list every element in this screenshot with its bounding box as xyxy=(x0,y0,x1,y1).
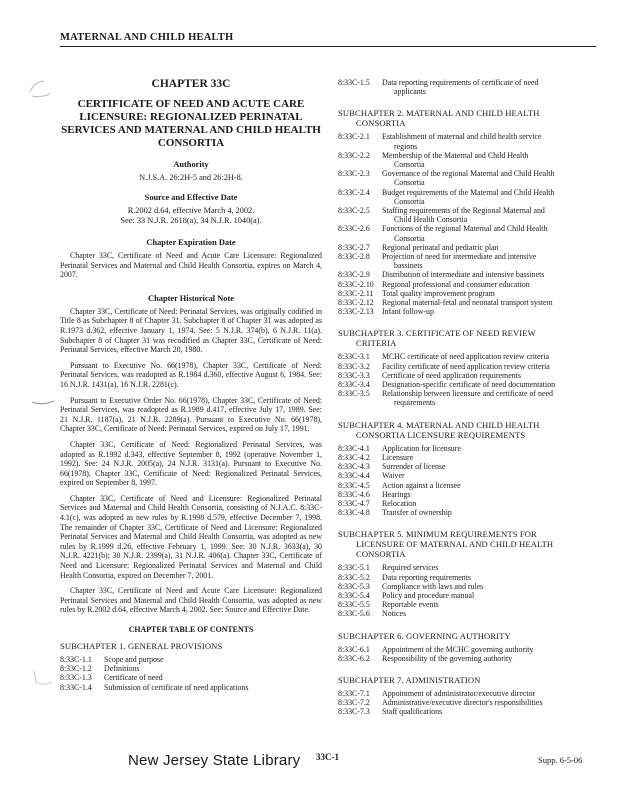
toc-item-line-1: Designation-specific certificate of need documentation xyxy=(382,380,556,390)
toc-item-line-1: Appointment of administrator/executive director xyxy=(382,688,536,698)
subchapter-2-list xyxy=(338,132,596,316)
history-paragraph: Pursuant to Executive No. 66(1978), Chapter 33C, Certificate of Need: Perinatal Services, was readopted as R.1984 d.360, effective August 6, 1984. See: 16 N.J.R. 1431(a), 16 N.J.R. 2281(c). xyxy=(60,360,322,389)
toc-item[interactable] xyxy=(338,573,596,582)
toc-item-line-1: Data reporting requirements of certificate of need xyxy=(382,78,539,87)
toc-item-line-1: Relationship between licensure and certificate of need xyxy=(382,389,553,399)
toc-item-number: 8:33C-4.2 xyxy=(338,452,370,462)
toc-item-line-2: requirements xyxy=(394,398,436,408)
toc-item[interactable] xyxy=(338,188,596,206)
toc-item[interactable] xyxy=(338,499,596,508)
subchapter-5-list xyxy=(338,563,596,618)
toc-item-line-1: Notices xyxy=(382,609,407,619)
subchapter-7-list xyxy=(338,689,596,717)
toc-item-title xyxy=(382,270,596,279)
toc-item[interactable] xyxy=(338,371,596,380)
toc-item[interactable] xyxy=(338,132,596,150)
toc-item-number: 8:33C-3.5 xyxy=(338,389,370,399)
toc-item-line-1: Administrative/executive director's responsibilities xyxy=(382,698,543,708)
toc-item-number: 8:33C-2.6 xyxy=(338,224,370,234)
toc-item-number: 8:33C-4.6 xyxy=(338,489,370,499)
toc-item-line-2: Child Health Consortia xyxy=(394,215,468,225)
right-column xyxy=(338,78,596,717)
toc-item-line-1: Application for licensure xyxy=(382,443,461,453)
toc-item[interactable] xyxy=(338,591,596,600)
toc-item[interactable] xyxy=(338,289,596,298)
history-paragraph: Chapter 33C, Certificate of Need: Perinatal Services, was originally codified in Title 8 as Subchapter 8 of Chapter 31. Subchapter 8 of Chapter 31 was adopted as R.1973 d.362, effective January 1, 1974. See: 5 N.J.R. 374(b), 6 N.J.R. 11(a). Subchapter 8 of Chapter 31 was recodified as Chapter 33C, Certificate of Need: Perinatal Services, effective March 20, 1980. xyxy=(60,306,322,355)
subchapter-6-line-1: SUBCHAPTER 6. GOVERNING AUTHORITY xyxy=(338,630,511,641)
toc-item-line-1: Facility certificate of need application review criteria xyxy=(382,361,550,371)
toc-item-line-1: Budget requirements of the Maternal and Child Health xyxy=(382,187,555,197)
subchapter-3-list xyxy=(338,352,596,407)
toc-item-title xyxy=(382,78,596,96)
toc-item-line-1: Waiver xyxy=(382,471,405,481)
toc-item-line-2: Consortia xyxy=(394,178,425,188)
toc-item[interactable] xyxy=(338,707,596,716)
toc-item-title xyxy=(382,689,596,698)
expiration-text: Chapter 33C, Certificate of Need and Acute Care Licensure: Regionalized Perinatal Services and Maternal and Child Health Consortia, expires on March 4, 2007. xyxy=(60,251,322,280)
toc-item[interactable] xyxy=(338,224,596,242)
subchapter-1-heading: SUBCHAPTER 1. GENERAL PROVISIONS xyxy=(60,641,223,651)
toc-item[interactable]: 8:33C-1.3 Certificate of need xyxy=(60,673,163,683)
toc-item[interactable] xyxy=(338,689,596,698)
subchapter-2-heading xyxy=(338,108,596,128)
toc-item-title xyxy=(382,289,596,298)
library-stamp: New Jersey State Library xyxy=(128,752,301,769)
toc-item-line-1: Regional perinatal and pediatric plan xyxy=(382,242,499,252)
subchapter-6-heading xyxy=(338,631,596,641)
subchapter-5-heading xyxy=(338,529,596,559)
toc-item[interactable] xyxy=(338,563,596,572)
toc-item-number: 8:33C-4.1 xyxy=(338,443,370,453)
toc-item[interactable] xyxy=(338,654,596,663)
subchapter-7-line-1: SUBCHAPTER 7. ADMINISTRATION xyxy=(338,674,481,685)
toc-item-line-1: Licensure xyxy=(382,452,414,462)
toc-item-title xyxy=(382,499,596,508)
history-paragraph: Chapter 33C, Certificate of Need and Acute Care Licensure: Regionalized Perinatal Services and Maternal and Child Health Consortia, was adopted as new rules by R.2002 d.64, effective March 4, 2002. See: Source and Effective Date. xyxy=(60,586,322,615)
toc-item-line-1: Relocation xyxy=(382,498,417,508)
toc-item-number: 8:33C-2.2 xyxy=(338,150,370,160)
margin-scan-mark-2 xyxy=(30,398,56,410)
toc-item[interactable] xyxy=(338,169,596,187)
toc-item-title xyxy=(382,280,596,289)
toc-item-line-2: applicants xyxy=(394,87,426,97)
toc-item-line-1: Surrender of license xyxy=(382,462,446,472)
toc-item[interactable] xyxy=(338,252,596,270)
toc-item-number: 8:33C-3.3 xyxy=(338,370,370,380)
page-number: 33C-1 xyxy=(316,752,339,762)
toc-item-line-2: regions xyxy=(394,141,418,151)
subchapter-1-list xyxy=(60,655,322,692)
toc-item-line-1: Responsibility of the governing authority xyxy=(382,653,513,663)
toc-item-line-1: Distribution of intermediate and intensive bassinets xyxy=(382,270,545,280)
toc-item-number: 8:33C-3.2 xyxy=(338,361,370,371)
authority-text: N.J.S.A. 26:2H-5 and 26:2H-8. xyxy=(139,173,243,182)
source-heading: Source and Effective Date xyxy=(144,193,238,202)
toc-item-title xyxy=(382,252,596,270)
subchapter-6-list xyxy=(338,645,596,663)
left-column xyxy=(60,78,322,692)
toc-item-title xyxy=(382,609,596,618)
toc-item-title xyxy=(382,380,596,389)
toc-item-number: 8:33C-5.2 xyxy=(338,572,370,582)
subchapter-4-list xyxy=(338,444,596,518)
toc-item-title xyxy=(382,132,596,150)
toc-item-number: 8:33C-4.4 xyxy=(338,471,370,481)
toc-item-number: 8:33C-5.1 xyxy=(338,563,370,573)
toc-item-line-1: Data reporting requirements xyxy=(382,572,471,582)
toc-item-title xyxy=(382,573,596,582)
subchapter-3-line-1: SUBCHAPTER 3. CERTIFICATE OF NEED REVIEW xyxy=(338,328,536,339)
toc-item-title xyxy=(382,243,596,252)
continued-list xyxy=(338,78,596,96)
toc-item-number: 8:33C-3.1 xyxy=(338,352,370,362)
toc-item-number: 8:33C-2.9 xyxy=(338,270,370,280)
toc-item[interactable] xyxy=(338,582,596,591)
toc-item[interactable] xyxy=(338,78,596,96)
toc-item-line-1: Governance of the regional Maternal and Child Health xyxy=(382,169,555,179)
history-heading: Chapter Historical Note xyxy=(148,293,234,303)
toc-item-number: 8:33C-4.5 xyxy=(338,480,370,490)
margin-scan-mark xyxy=(28,78,54,100)
toc-item[interactable] xyxy=(338,307,596,316)
toc-item-number: 8:33C-4.7 xyxy=(338,498,370,508)
supplement-date: Supp. 6-5-06 xyxy=(538,755,583,765)
toc-title: CHAPTER TABLE OF CONTENTS xyxy=(128,625,254,634)
toc-item[interactable] xyxy=(338,609,596,618)
toc-item-title xyxy=(382,698,596,707)
toc-item[interactable] xyxy=(338,490,596,499)
toc-item-title xyxy=(382,645,596,654)
toc-item[interactable] xyxy=(338,471,596,480)
toc-item[interactable] xyxy=(338,280,596,289)
toc-item-line-1: Projection of need for intermediate and intensive xyxy=(382,252,537,262)
toc-item-number: 8:33C-2.11 xyxy=(338,288,374,298)
toc-item-line-1: Policy and procedure manual xyxy=(382,590,475,600)
toc-item-line-2: Consortia xyxy=(394,196,425,206)
toc-item-number: 8:33C-2.8 xyxy=(338,252,370,262)
toc-item-line-1: Staff qualifications xyxy=(382,707,443,717)
toc-item-number: 8:33C-5.5 xyxy=(338,600,370,610)
toc-item-title xyxy=(382,298,596,307)
toc-item-line-1: Membership of the Maternal and Child Health xyxy=(382,150,529,160)
toc-item-title xyxy=(382,151,596,169)
header-rule xyxy=(60,46,596,47)
toc-item-line-1: Certificate of need application requirements xyxy=(382,370,521,380)
toc-item-number: 8:33C-7.1 xyxy=(338,688,370,698)
toc-item-number: 8:33C-2.1 xyxy=(338,132,370,142)
toc-item-title xyxy=(382,188,596,206)
subchapter-5-line-3: CONSORTIA xyxy=(356,549,406,560)
toc-item-line-2: Consortia xyxy=(394,233,425,243)
toc-item[interactable]: 8:33C-1.2 Definitions xyxy=(60,664,140,674)
toc-item-line-1: Regional professional and consumer education xyxy=(382,279,530,289)
toc-item-title xyxy=(382,307,596,316)
toc-item-number: 8:33C-5.6 xyxy=(338,609,370,619)
toc-item[interactable] xyxy=(338,151,596,169)
toc-item-title xyxy=(382,444,596,453)
history-paragraph: Pursuant to Executive Order No. 66(1978), Chapter 33C, Certificate of Need: Perinatal Services, was readopted as R.1989 d.417, effective July 17, 1989. See: 21 N.J.R. 1187(a), 21 N.J.R. 2289(a). Pursuant to Executive No. 66(1978), Chapter 33C, Certificate of Need: Perinatal Services, expired on July 17, 1991. xyxy=(60,395,322,434)
toc-item-title xyxy=(382,224,596,242)
toc-item-number: 8:33C-5.4 xyxy=(338,590,370,600)
subchapter-3-line-2: CRITERIA xyxy=(356,338,397,349)
toc-item-line-1: Action against a licensee xyxy=(382,480,461,490)
subchapter-4-line-1: SUBCHAPTER 4. MATERNAL AND CHILD HEALTH xyxy=(338,419,540,430)
subchapter-4-heading xyxy=(338,420,596,440)
toc-item[interactable]: 8:33C-1.4 Submission of certificate of need applications xyxy=(60,682,249,692)
toc-item-line-1: Infant follow-up xyxy=(382,307,434,317)
toc-item-line-1: Compliance with laws and rules xyxy=(382,581,484,591)
toc-item-title xyxy=(382,169,596,187)
toc-item[interactable] xyxy=(338,270,596,279)
toc-item-number: 8:33C-6.1 xyxy=(338,644,370,654)
toc-item[interactable] xyxy=(338,380,596,389)
toc-item-line-2: bassinets xyxy=(394,261,423,271)
authority-heading: Authority xyxy=(173,160,209,169)
toc-item-line-1: MCHC certificate of need application review criteria xyxy=(382,352,549,362)
toc-item-title xyxy=(382,371,596,380)
toc-item-number: 8:33C-2.7 xyxy=(338,242,370,252)
toc-item[interactable] xyxy=(338,206,596,224)
history-paragraph: Chapter 33C, Certificate of Need and Licensure: Regionalized Perinatal Services and Maternal and Child Health Consortia, consisting of N.J.A.C. 8:33C-4.1(c), was adopted as new rules by R.1998 d.579, effective December 7, 1998. The remainder of Chapter 33C, Certificate of Need and Licensure: Regionalized Perinatal Services and Maternal and Child Health Consortia, was adopted as new rules by R.1999 d.26, effective February 1, 1999. See: 30 N.J.R. 3633(a), 30 N.J.R. 4221(b); 30 N.J.R. 2399(a), 31 N.J.R. 406(a). Chapter 33C, Certificate of Need and Licensure: Regionalized Perinatal Services and Maternal and Child Health Consortia, expired on December 7, 2001. xyxy=(60,493,322,580)
toc-item-line-1: Establishment of maternal and child health service xyxy=(382,132,542,142)
toc-item-line-1: Staffing requirements of the Regional Maternal and xyxy=(382,206,545,216)
toc-item-title xyxy=(382,471,596,480)
toc-item-number: 8:33C-2.3 xyxy=(338,169,370,179)
toc-item-number: 8:33C-3.4 xyxy=(338,380,370,390)
toc-item[interactable] xyxy=(338,508,596,517)
running-header: MATERNAL AND CHILD HEALTH xyxy=(60,32,234,43)
toc-item-number: 8:33C-7.2 xyxy=(338,698,370,708)
toc-item-line-1: Reportable events xyxy=(382,600,439,610)
subchapter-2-line-2: CONSORTIA xyxy=(356,118,406,129)
margin-scan-mark-3 xyxy=(30,668,56,688)
toc-item[interactable] xyxy=(338,352,596,361)
toc-item[interactable] xyxy=(338,243,596,252)
toc-item-number: 8:33C-1.5 xyxy=(338,78,370,87)
toc-item-line-2: Consortia xyxy=(394,160,425,170)
toc-item-title xyxy=(382,362,596,371)
toc-item-line-1: Total quality improvement program xyxy=(382,288,495,298)
toc-item-number: 8:33C-2.12 xyxy=(338,298,374,308)
toc-item-number: 8:33C-4.3 xyxy=(338,462,370,472)
toc-item[interactable] xyxy=(338,600,596,609)
toc-item-number: 8:33C-2.4 xyxy=(338,187,370,197)
toc-item-title xyxy=(382,462,596,471)
toc-item[interactable] xyxy=(338,481,596,490)
toc-item-number: 8:33C-2.13 xyxy=(338,307,374,317)
subchapter-4-line-2: CONSORTIA LICENSURE REQUIREMENTS xyxy=(356,429,526,440)
chapter-title: CERTIFICATE OF NEED AND ACUTE CARE LICENSURE: REGIONALIZED PERINATAL SERVICES AND MATERNAL AND CHILD HEALTH CONSORTIA xyxy=(61,98,321,149)
toc-item[interactable] xyxy=(338,462,596,471)
toc-item-title xyxy=(382,389,596,407)
toc-item-title xyxy=(382,490,596,499)
toc-item-number: 8:33C-5.3 xyxy=(338,581,370,591)
toc-item-number: 8:33C-2.5 xyxy=(338,206,370,216)
expiration-heading: Chapter Expiration Date xyxy=(146,238,236,247)
toc-item-title xyxy=(382,591,596,600)
toc-item-line-1: Regional maternal-fetal and neonatal transport system xyxy=(382,298,553,308)
toc-item[interactable] xyxy=(338,444,596,453)
toc-item[interactable] xyxy=(338,698,596,707)
toc-item-number: 8:33C-2.10 xyxy=(338,279,374,289)
toc-item[interactable] xyxy=(338,389,596,407)
toc-item[interactable] xyxy=(338,298,596,307)
toc-item-line-1: Required services xyxy=(382,563,439,573)
toc-item[interactable] xyxy=(338,645,596,654)
subchapter-7-heading xyxy=(338,675,596,685)
toc-item-line-1: Transfer of ownership xyxy=(382,508,452,518)
toc-item-title xyxy=(382,654,596,663)
toc-item-title xyxy=(382,453,596,462)
toc-item-number: 8:33C-7.3 xyxy=(338,707,370,717)
toc-item-title xyxy=(382,352,596,361)
toc-item[interactable] xyxy=(338,453,596,462)
chapter-number: CHAPTER 33C xyxy=(151,78,231,90)
toc-item-title xyxy=(382,600,596,609)
toc-item-number: 8:33C-4.8 xyxy=(338,508,370,518)
toc-item-title xyxy=(382,508,596,517)
toc-item-title xyxy=(382,206,596,224)
subchapter-2-line-1: SUBCHAPTER 2. MATERNAL AND CHILD HEALTH xyxy=(338,108,540,119)
toc-item[interactable] xyxy=(338,362,596,371)
toc-item-line-1: Appointment of the MCHC governing authority xyxy=(382,644,534,654)
subchapter-5-line-1: SUBCHAPTER 5. MINIMUM REQUIREMENTS FOR xyxy=(338,529,537,540)
toc-item-title xyxy=(382,707,596,716)
toc-item-title xyxy=(382,481,596,490)
history-paragraph: Chapter 33C, Certificate of Need: Regionalized Perinatal Services, was adopted as R.1992 d.343, effective September 8, 1992 (operative November 1, 1992). See: 24 N.J.R. 2005(a), 24 N.J.R. 3131(a). Pursuant to Executive No. 66(1978), Chapter 33C, Certificate of Need: Regionalized Perinatal Services, expired on September 8, 1997. xyxy=(60,439,322,488)
toc-item-line-1: Functions of the regional Maternal and Child Health xyxy=(382,224,548,234)
toc-item-line-1: Hearings xyxy=(382,489,411,499)
toc-item-title xyxy=(382,582,596,591)
source-line-2: See: 33 N.J.R. 2618(a), 34 N.J.R. 1040(a). xyxy=(120,216,262,225)
toc-item[interactable]: 8:33C-1.1 Scope and purpose xyxy=(60,655,164,664)
toc-item-title xyxy=(382,563,596,572)
toc-item-number: 8:33C-6.2 xyxy=(338,653,370,663)
subchapter-3-heading xyxy=(338,328,596,348)
source-text xyxy=(60,206,322,226)
source-line-1: R.2002 d.64, effective March 4, 2002. xyxy=(127,206,255,215)
subchapter-5-line-2: LICENSURE OF MATERNAL AND CHILD HEALTH xyxy=(356,539,554,550)
